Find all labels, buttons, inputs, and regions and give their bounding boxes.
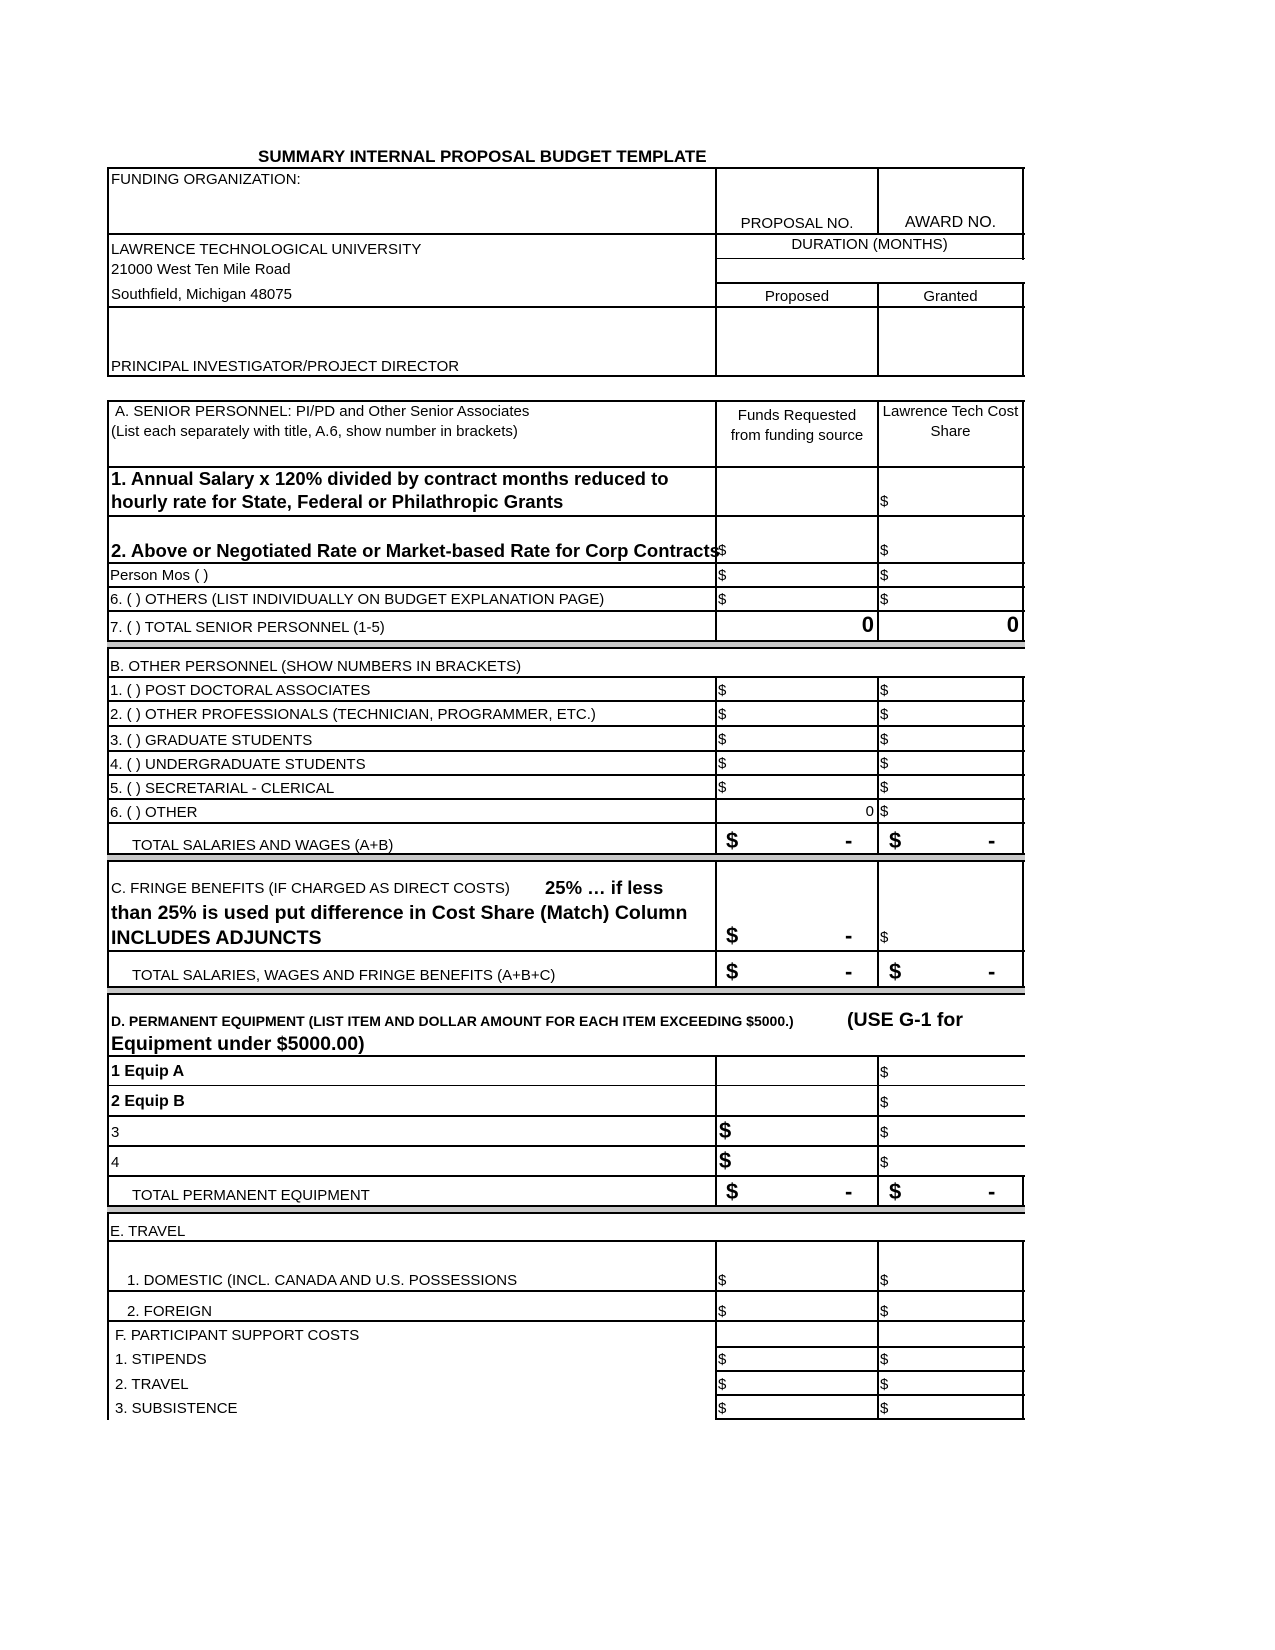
rule [715, 1418, 1025, 1420]
rule [715, 1346, 1025, 1348]
proposal-no-label: PROPOSAL NO. [740, 215, 854, 232]
total-equipment-label: TOTAL PERMANENT EQUIPMENT [132, 1187, 370, 1204]
dollar-sign: $ [718, 1351, 727, 1368]
equipment-row: 2 Equip B [111, 1093, 185, 1110]
rule [107, 400, 109, 1420]
senior-sublabel: (List each separately with title, A.6, show number in brackets) [111, 423, 518, 440]
dollar-sign: $ [880, 1400, 889, 1417]
section-divider [107, 1205, 1025, 1214]
person-months: Person Mos ( ) [110, 567, 209, 584]
granted-label: Granted [923, 288, 978, 305]
dollar-sign: $ [880, 731, 889, 748]
dollar-sign: $ [889, 828, 902, 853]
rule [107, 676, 1025, 678]
dollar-sign: $ [718, 567, 727, 584]
dollar-sign: $ [880, 755, 889, 772]
total-salaries-label: TOTAL SALARIES AND WAGES (A+B) [132, 837, 394, 854]
dollar-sign: $ [718, 1400, 727, 1417]
dollar-sign: $ [880, 567, 889, 584]
rule [107, 950, 1025, 952]
rule [107, 306, 1025, 308]
rule [715, 862, 717, 987]
page-title: SUMMARY INTERNAL PROPOSAL BUDGET TEMPLATE [258, 147, 707, 166]
dollar-sign: $ [889, 959, 902, 984]
dollar-sign: $ [880, 1124, 889, 1141]
address-line-1: 21000 West Ten Mile Road [111, 261, 291, 278]
fringe-adjuncts: INCLUDES ADJUNCTS [111, 927, 322, 949]
rule [877, 862, 879, 987]
dash: - [845, 828, 853, 853]
rule [107, 1115, 1025, 1117]
rule [107, 167, 1025, 169]
rule [1022, 1175, 1024, 1206]
dollar-sign: $ [880, 803, 889, 820]
rule [107, 1320, 1025, 1322]
dollar-sign: $ [880, 493, 889, 510]
rule [715, 1370, 1025, 1372]
dash: - [845, 923, 853, 948]
equipment-heading-note-2: Equipment under $5000.00) [111, 1033, 365, 1055]
travel-foreign: 2. FOREIGN [127, 1303, 213, 1320]
dash: - [988, 959, 996, 984]
senior-total-funds: 0 [861, 612, 874, 637]
pi-label: PRINCIPAL INVESTIGATOR/PROJECT DIRECTOR [111, 358, 460, 375]
dollar-sign: $ [880, 779, 889, 796]
dash: - [988, 1179, 996, 1204]
award-no-label: AWARD NO. [904, 214, 997, 231]
rule [107, 1290, 1025, 1292]
rule [715, 1240, 717, 1420]
rule [107, 1240, 1025, 1242]
senior-total-share: 0 [1006, 612, 1019, 637]
dollar-sign: $ [880, 1376, 889, 1393]
rule [1022, 1240, 1024, 1420]
rule [107, 822, 1025, 824]
dollar-sign: $ [718, 682, 727, 699]
dollar-sign: $ [718, 1376, 727, 1393]
rule [107, 1085, 1025, 1086]
senior-total: 7. ( ) TOTAL SENIOR PERSONNEL (1-5) [110, 619, 385, 636]
rule [715, 1055, 717, 1206]
dollar-sign: $ [880, 682, 889, 699]
dash: - [845, 1179, 853, 1204]
rule [107, 167, 109, 377]
col-funds-header-2: from funding source [730, 427, 864, 444]
rule [715, 676, 717, 854]
dollar-sign: $ [718, 755, 727, 772]
rule [107, 1175, 1025, 1177]
travel-heading: E. TRAVEL [110, 1223, 186, 1240]
equipment-row: 1 Equip A [111, 1063, 185, 1080]
equipment-row: 4 [111, 1154, 120, 1171]
rule [715, 282, 1025, 284]
section-divider [107, 853, 1025, 862]
dollar-sign: $ [889, 1179, 902, 1204]
dollar-sign: $ [880, 1064, 889, 1081]
equipment-row: 3 [111, 1124, 120, 1141]
total-fringe-label: TOTAL SALARIES, WAGES AND FRINGE BENEFITS (A+B+C) [132, 967, 556, 984]
dollar-sign: $ [880, 1303, 889, 1320]
other-personnel-row: 5. ( ) SECRETARIAL - CLERICAL [110, 780, 335, 797]
rule [1022, 676, 1024, 854]
rule [715, 258, 1025, 259]
rule [715, 1394, 1025, 1396]
other-personnel-row: 1. ( ) POST DOCTORAL ASSOCIATES [110, 682, 371, 699]
dollar-sign: $ [726, 923, 739, 948]
rule [107, 610, 1025, 612]
dollar-sign: $ [718, 542, 727, 559]
rule [715, 167, 717, 377]
rule [107, 400, 1025, 402]
dollar-sign: $ [880, 1351, 889, 1368]
rule [1022, 282, 1024, 377]
rule [107, 774, 1025, 776]
rule [107, 1055, 1025, 1057]
rule [1022, 400, 1024, 641]
dollar-sign: $ [719, 1148, 732, 1173]
fringe-note: than 25% is used put difference in Cost Share (Match) Column [111, 902, 688, 924]
dollar-sign: $ [880, 706, 889, 723]
participant-row: 3. SUBSISTENCE [115, 1400, 238, 1417]
rule [877, 1240, 879, 1420]
rule [107, 515, 1025, 517]
dollar-sign: $ [880, 591, 889, 608]
dollar-sign: $ [880, 1272, 889, 1289]
duration-label: DURATION (MONTHS) [791, 236, 948, 253]
dollar-sign: $ [880, 542, 889, 559]
other-personnel-other-value: 0 [865, 803, 874, 820]
dollar-sign: $ [718, 731, 727, 748]
fringe-rate: 25% … if less [545, 877, 664, 898]
participant-heading: F. PARTICIPANT SUPPORT COSTS [115, 1327, 360, 1344]
participant-row: 1. STIPENDS [115, 1351, 207, 1368]
dash: - [988, 828, 996, 853]
rule [1022, 862, 1024, 987]
participant-row: 2. TRAVEL [115, 1376, 189, 1393]
dash: - [845, 959, 853, 984]
senior-item-1: 1. Annual Salary x 120% divided by contract months reduced to [111, 468, 669, 489]
rule [877, 676, 879, 854]
equipment-heading: D. PERMANENT EQUIPMENT (LIST ITEM AND DOLLAR AMOUNT FOR EACH ITEM EXCEEDING $5000.) [111, 1013, 794, 1029]
section-divider [107, 986, 1025, 995]
dollar-sign: $ [718, 779, 727, 796]
dollar-sign: $ [718, 1272, 727, 1289]
dollar-sign: $ [719, 1118, 732, 1143]
dollar-sign: $ [880, 1094, 889, 1111]
rule [107, 1145, 1025, 1147]
rule [107, 562, 1025, 564]
senior-others: 6. ( ) OTHERS (LIST INDIVIDUALLY ON BUDGET EXPLANATION PAGE) [110, 591, 605, 608]
dollar-sign: $ [726, 828, 739, 853]
rule [1022, 167, 1024, 260]
dollar-sign: $ [718, 591, 727, 608]
dollar-sign: $ [880, 929, 889, 946]
other-personnel-heading: B. OTHER PERSONNEL (SHOW NUMBERS IN BRACKETS) [110, 658, 522, 675]
dollar-sign: $ [718, 1303, 727, 1320]
section-divider [107, 640, 1025, 649]
other-personnel-row: 2. ( ) OTHER PROFESSIONALS (TECHNICIAN, PROGRAMMER, ETC.) [110, 706, 596, 723]
col-funds-header: Funds Requested [737, 407, 857, 424]
equipment-heading-note: (USE G-1 for [847, 1009, 963, 1031]
dollar-sign: $ [726, 959, 739, 984]
other-personnel-row: 6. ( ) OTHER [110, 804, 198, 821]
rule [877, 1055, 879, 1206]
rule [107, 750, 1025, 752]
col-share-header: Lawrence Tech Cost [882, 403, 1019, 420]
proposed-label: Proposed [764, 288, 830, 305]
senior-item-2: 2. Above or Negotiated Rate or Market-based Rate for Corp Contracts [111, 540, 720, 561]
fringe-heading: C. FRINGE BENEFITS (IF CHARGED AS DIRECT COSTS) [111, 880, 510, 897]
university-name: LAWRENCE TECHNOLOGICAL UNIVERSITY [111, 241, 422, 258]
funding-org-label: FUNDING ORGANIZATION: [111, 171, 301, 188]
rule [107, 798, 1025, 800]
other-personnel-row: 4. ( ) UNDERGRADUATE STUDENTS [110, 756, 366, 773]
rule [107, 700, 1025, 702]
rule [107, 586, 1025, 588]
address-line-2: Southfield, Michigan 48075 [111, 286, 292, 303]
dollar-sign: $ [718, 706, 727, 723]
rule [107, 233, 1025, 235]
other-personnel-row: 3. ( ) GRADUATE STUDENTS [110, 732, 313, 749]
rule [107, 725, 1025, 727]
travel-domestic: 1. DOMESTIC (INCL. CANADA AND U.S. POSSESSIONS [127, 1272, 518, 1289]
col-share-header-2: Share [930, 423, 971, 440]
senior-item-1-line-2: hourly rate for State, Federal or Philathropic Grants [111, 491, 564, 512]
dollar-sign: $ [880, 1154, 889, 1171]
rule [107, 375, 1025, 377]
senior-label: A. SENIOR PERSONNEL: PI/PD and Other Senior Associates [115, 403, 530, 420]
dollar-sign: $ [726, 1179, 739, 1204]
